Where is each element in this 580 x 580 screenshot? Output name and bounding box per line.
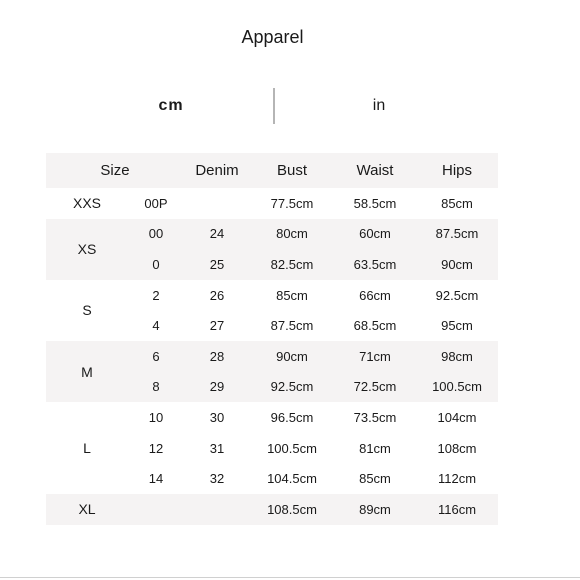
cell-petite: 8 — [128, 372, 184, 403]
cell-petite: 14 — [148, 471, 164, 487]
cell-petite: 00P — [144, 195, 168, 211]
cell-bust: 92.5cm — [250, 372, 334, 403]
cell-bust: 87.5cm — [270, 318, 314, 334]
cell-bust: 100.5cm — [267, 440, 317, 456]
header-hips: Hips — [416, 153, 498, 188]
cell-waist: 89cm — [334, 494, 416, 525]
cell-hips: 100.5cm — [416, 372, 498, 403]
cell-petite: 00 — [128, 219, 184, 250]
cell-waist: 71cm — [334, 341, 416, 372]
cell-denim — [184, 494, 250, 525]
cell-hips: 108cm — [437, 440, 477, 456]
size-label: S — [82, 302, 92, 319]
header-bust: Bust — [250, 153, 334, 188]
unit-cm-button[interactable]: cm — [158, 97, 184, 114]
table-row — [46, 188, 498, 219]
cell-bust: 90cm — [250, 341, 334, 372]
cell-bust: 96.5cm — [270, 409, 314, 425]
size-label: XS — [46, 219, 128, 280]
table-header-row — [46, 153, 498, 188]
cell-bust: 77.5cm — [270, 195, 314, 211]
cell-petite: 12 — [148, 440, 164, 456]
cell-petite: 6 — [128, 341, 184, 372]
cell-denim: 28 — [184, 341, 250, 372]
size-label: XXS — [72, 195, 101, 212]
header-waist: Waist — [334, 153, 416, 188]
cell-denim: 26 — [209, 287, 225, 303]
page-title: Apparel — [241, 27, 304, 47]
cell-hips: 95cm — [441, 318, 473, 334]
bottom-divider — [0, 577, 580, 578]
cell-bust: 104.5cm — [267, 471, 317, 487]
cell-waist: 81cm — [359, 440, 391, 456]
table-row — [46, 494, 498, 525]
cell-waist: 85cm — [359, 471, 391, 487]
cell-petite — [128, 494, 184, 525]
cell-hips: 104cm — [437, 409, 477, 425]
table-row — [46, 341, 498, 372]
cell-waist: 60cm — [334, 219, 416, 250]
cell-petite: 0 — [128, 249, 184, 280]
cell-waist: 66cm — [359, 287, 391, 303]
cell-bust: 108.5cm — [250, 494, 334, 525]
cell-denim: 24 — [184, 219, 250, 250]
size-chart-table — [46, 153, 498, 525]
cell-waist: 68.5cm — [353, 318, 397, 334]
cell-denim: 30 — [209, 409, 225, 425]
cell-hips: 112cm — [437, 471, 477, 487]
size-label: L — [83, 440, 91, 457]
unit-toggle — [46, 88, 498, 124]
cell-waist: 72.5cm — [334, 372, 416, 403]
cell-bust: 85cm — [276, 287, 308, 303]
cell-denim — [184, 188, 250, 219]
cell-hips: 116cm — [416, 494, 498, 525]
size-label: XL — [46, 494, 128, 525]
cell-waist: 58.5cm — [353, 195, 397, 211]
cell-hips: 85cm — [441, 195, 473, 211]
table-row — [46, 219, 498, 250]
cell-denim: 29 — [184, 372, 250, 403]
table-row — [46, 402, 498, 433]
size-label: M — [46, 341, 128, 402]
cell-denim: 32 — [209, 471, 225, 487]
cell-hips: 98cm — [416, 341, 498, 372]
cell-hips: 92.5cm — [435, 287, 479, 303]
cell-bust: 80cm — [250, 219, 334, 250]
unit-in-button[interactable]: in — [372, 97, 386, 114]
cell-hips: 90cm — [416, 249, 498, 280]
cell-petite: 4 — [152, 318, 160, 334]
header-size: Size — [46, 153, 184, 188]
unit-divider — [273, 88, 275, 124]
table-row — [46, 280, 498, 311]
cell-bust: 82.5cm — [250, 249, 334, 280]
cell-petite: 10 — [148, 409, 164, 425]
cell-hips: 87.5cm — [416, 219, 498, 250]
header-denim: Denim — [184, 153, 250, 188]
cell-waist: 63.5cm — [334, 249, 416, 280]
cell-denim: 27 — [209, 318, 225, 334]
cell-waist: 73.5cm — [353, 409, 397, 425]
cell-denim: 25 — [184, 249, 250, 280]
cell-denim: 31 — [209, 440, 225, 456]
cell-petite: 2 — [152, 287, 160, 303]
